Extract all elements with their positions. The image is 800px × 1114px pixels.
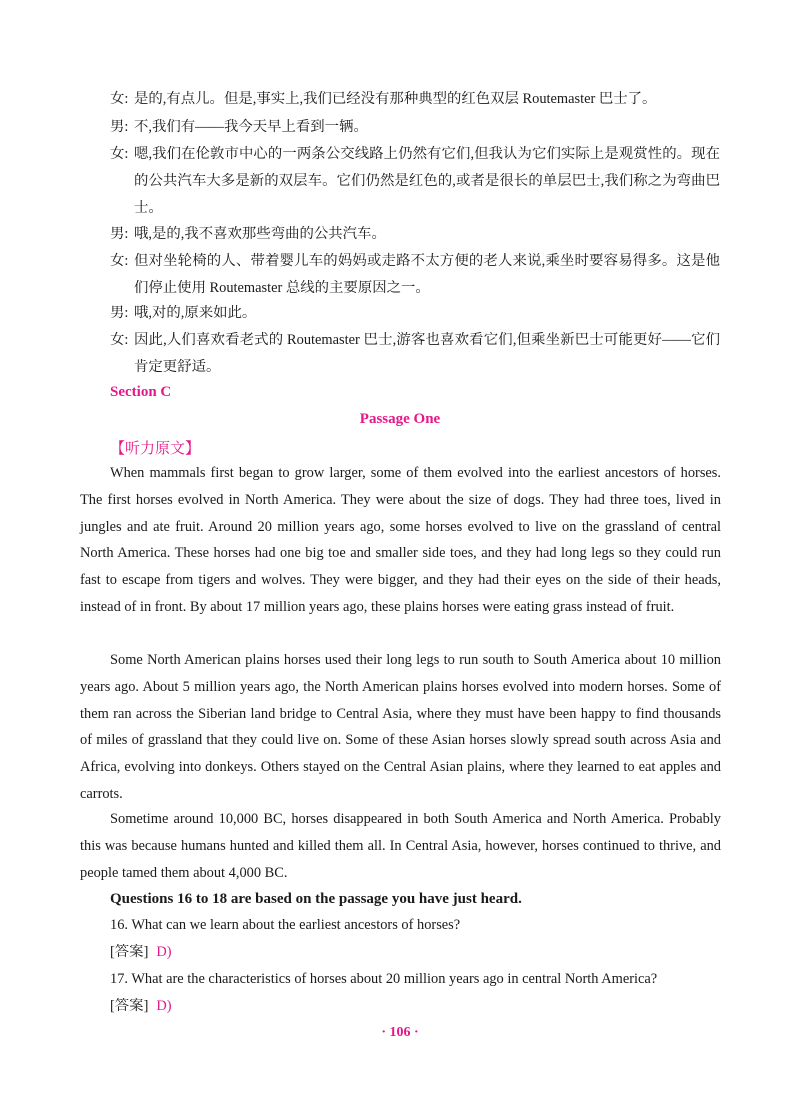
dialogue-line (110, 114, 720, 141)
dialogue-line (110, 86, 720, 113)
speaker-label: 男: (110, 305, 129, 321)
section-heading: Section C (110, 384, 172, 400)
dialogue-text: 哦,是的,我不喜欢那些弯曲的公共汽车。 (134, 226, 386, 242)
dialogue-text: 因此,人们喜欢看老式的 Routemaster 巴士,游客也喜欢看它们,但乘坐新巴士可能更好——它们肯定更舒适。 (134, 332, 720, 375)
speaker-label: 女: (110, 253, 129, 269)
dialogue-line (110, 248, 720, 302)
dialogue-text: 是的,有点儿。但是,事实上,我们已经没有那种典型的红色双层 Routemaster 巴士了。 (134, 91, 657, 107)
passage-paragraph: When mammals first began to grow larger, some of them evolved into the earliest ancestors of horses. The first horses evolved in North America. They were about the size of dogs. They had three toes, lived in jungles and ate fruit. Around 20 million years ago, some horses evolved to live on the grassland of central North America. These horses had one big toe and smaller side toes, and they had long legs so they could run fast to escape from tigers and wolves. They were bigger, and they had their eyes on the side of their heads, instead of in front. By about 17 million years ago, these plains horses were eating grass instead of fruit. (80, 465, 721, 615)
dialogue-text: 哦,对的,原来如此。 (134, 305, 257, 321)
dialogue-line (110, 221, 720, 248)
dialogue-line (110, 300, 720, 327)
dialogue-line (110, 141, 720, 222)
passage-paragraph: Some North American plains horses used their long legs to run south to South America about 10 million years ago. About 5 million years ago, the North American plains horses evolved into modern horses. Some of them ran across the Siberian land bridge to Central Asia, where they must have been happy to find thousands of miles of grassland that they could live on. Some of these Asian horses slowly spread south across Asia and Africa, evolving into donkeys. Others stayed on the Central Asian plains, where they learned to eat apples and carrots. (80, 652, 721, 802)
question-text: 17. What are the characteristics of horses about 20 million years ago in central North America? (110, 971, 658, 987)
passage-paragraph: Sometime around 10,000 BC, horses disappeared in both South America and North America. Probably this was because humans hunted and killed them all. In Central Asia, however, horses continued to thrive, and people tamed them about 4,000 BC. (80, 811, 721, 881)
dialogue-text: 但对坐轮椅的人、带着婴儿车的妈妈或走路不太方便的老人来说,乘坐时要容易得多。这是他们停止使用 Routemaster 总线的主要原因之一。 (134, 253, 720, 296)
speaker-label: 女: (110, 146, 129, 162)
dialogue-text: 嗯,我们在伦敦市中心的一两条公交线路上仍然有它们,但我认为它们实际上是观赏性的。现在的公共汽车大多是新的双层车。它们仍然是红色的,或者是很长的单层巴士,我们称之为弯曲巴士。 (134, 146, 720, 216)
answer-line (110, 939, 172, 965)
answer-value: D) (156, 944, 172, 960)
answer-label: [答案] (110, 998, 149, 1014)
page-number: · 106 · (381, 1025, 419, 1040)
speaker-label: 女: (110, 332, 129, 348)
speaker-label: 女: (110, 91, 129, 107)
dialogue-text: 不,我们有——我今天早上看到一辆。 (134, 119, 368, 135)
dialogue-line (110, 327, 720, 381)
answer-line (110, 993, 172, 1019)
questions-header: Questions 16 to 18 are based on the passage you have just heard. (110, 891, 522, 907)
answer-value: D) (156, 998, 172, 1014)
original-text-label: 【听力原文】 (110, 441, 201, 457)
passage-title: Passage One (359, 411, 441, 427)
speaker-label: 男: (110, 119, 129, 135)
answer-label: [答案] (110, 944, 149, 960)
question-text: 16. What can we learn about the earliest ancestors of horses? (110, 917, 461, 933)
speaker-label: 男: (110, 226, 129, 242)
